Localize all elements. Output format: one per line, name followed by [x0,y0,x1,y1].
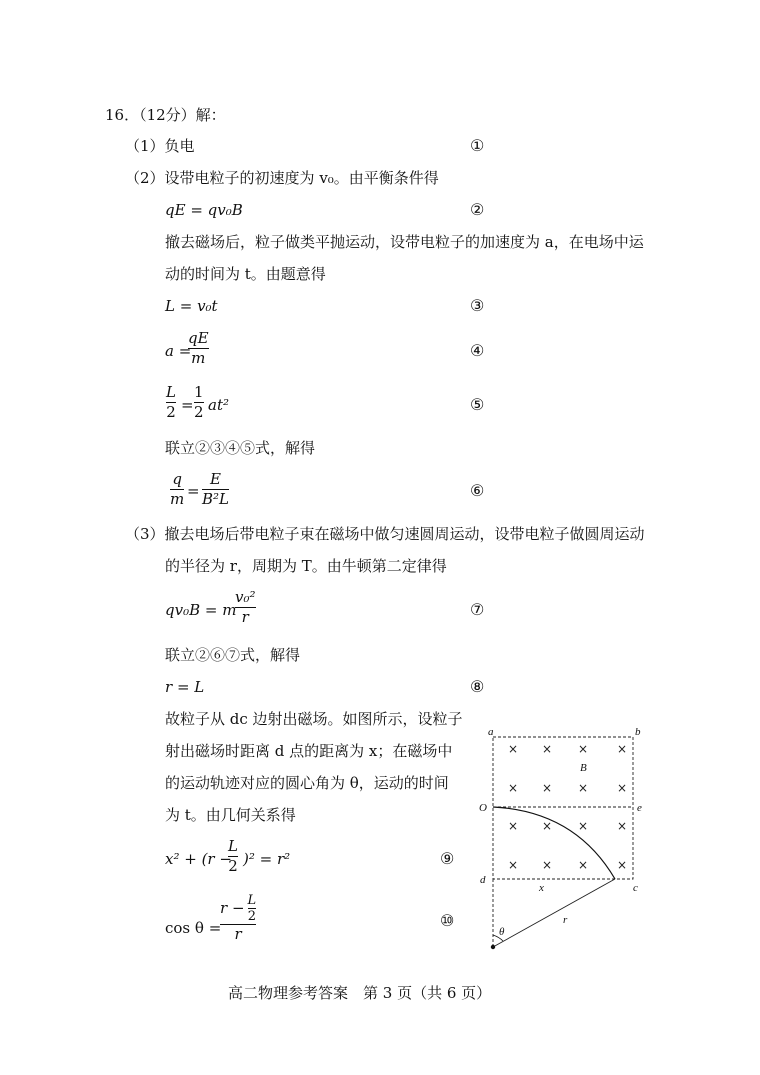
eq-number-4: ④ [470,341,485,360]
eq10-numerator [220,893,256,924]
field-mark: × [542,742,553,756]
field-mark: × [578,858,589,872]
field-mark: × [578,819,589,833]
eq-number-9: ⑨ [440,849,455,868]
equation-9-part-b: )² = r² [243,850,291,868]
eq-number-3: ③ [470,296,485,315]
eq5-right-denominator: 2 [194,403,204,421]
field-mark: × [508,742,519,756]
field-mark: × [542,781,553,795]
radius-to-exit [493,879,615,947]
eq10-inner-fraction [248,893,257,924]
equation-5-left-fraction [166,383,176,422]
eq6-right-denominator: B²L [202,490,229,508]
label-r: r [563,914,568,926]
eq-number-6: ⑥ [470,481,485,500]
eq6-left-denominator: m [170,490,185,508]
label-b: b [635,726,641,738]
eq-number-1: ① [470,136,485,155]
part3-text-line2: 的半径为 r，周期为 T。由牛顿第二定律得 [165,557,447,575]
field-mark: × [542,858,553,872]
center-point [491,945,495,949]
eq-number-5: ⑤ [470,395,485,414]
label-c: c [633,882,638,894]
field-mark: × [578,742,589,756]
label-d: d [480,874,486,886]
eq4-numerator: qE [188,329,209,347]
part3-text-line6: 的运动轨迹对应的圆心角为 θ，运动的时间 [165,774,449,792]
eq-number-7: ⑦ [470,600,485,619]
eq-number-2: ② [470,200,485,219]
eq-number-8: ⑧ [470,677,485,696]
field-mark: × [578,781,589,795]
eq9-numerator: L [228,837,238,855]
eq7-denominator: r [241,608,249,626]
problem-header: 16．（12分）解： [105,106,226,124]
field-mark: × [542,819,553,833]
equation-10-lhs: cos θ = [165,919,222,937]
equation-6-left-fraction [170,470,184,509]
eq10-denominator: r [234,925,242,943]
label-x: x [539,882,544,894]
part3-text-line3: 联立②⑥⑦式，解得 [165,646,301,664]
equation-3: L = v₀t [165,297,218,315]
label-a: a [488,726,494,738]
part2-text-line3: 联立②③④⑤式，解得 [165,439,316,457]
equation-10-fraction [220,893,256,944]
eq5-right-numerator: 1 [194,383,204,401]
part2-text-line2: 动的时间为 t。由题意得 [165,265,326,283]
equation-2: qE = qv₀B [165,201,243,219]
equation-5-equals: = [181,396,194,414]
equation-7-fraction [235,588,256,627]
part2-text-line1: 撤去磁场后，粒子做类平抛运动，设带电粒子的加速度为 a，在电场中运 [165,233,644,251]
field-mark: × [617,858,628,872]
equation-5-right-fraction [194,383,204,422]
label-O: O [479,802,487,814]
equation-6-right-fraction [202,470,229,509]
field-mark: × [617,819,628,833]
part3-text-line5: 射出磁场时距离 d 点的距离为 x；在磁场中 [165,742,453,760]
part3-text-line4: 故粒子从 dc 边射出磁场。如图所示，设粒子 [165,710,463,728]
field-mark: × [508,858,519,872]
equation-4-fraction [188,329,209,368]
equation-5-tail: at² [208,396,229,414]
field-mark: × [508,781,519,795]
label-B: B [580,762,587,774]
page-footer: 高二物理参考答案 第 3 页（共 6 页） [228,984,492,1002]
part1-answer: （1）负电 [125,137,195,155]
part3-text-line7: 为 t。由几何关系得 [165,806,296,824]
eq6-right-numerator: E [210,470,221,488]
part2-intro: （2）设带电粒子的初速度为 v₀。由平衡条件得 [125,169,439,187]
equation-8: r = L [165,678,205,696]
label-e: e [637,802,642,814]
eq4-denominator: m [191,349,206,367]
field-mark: × [617,781,628,795]
eq5-left-denominator: 2 [166,403,176,421]
eq9-denominator: 2 [228,857,238,875]
eq-number-10: ⑩ [440,911,455,930]
eq10-numerator-text: r − [220,899,245,917]
eq6-left-numerator: q [172,470,182,488]
eq7-numerator: v₀² [235,588,256,606]
eq10-inner-numerator: L [247,893,257,908]
field-mark: × [508,819,519,833]
part3-text-line1: （3）撤去电场后带电粒子束在磁场中做匀速圆周运动，设带电粒子做圆周运动 [125,525,645,543]
equation-7-lhs: qv₀B = m [165,601,237,619]
eq5-left-numerator: L [166,383,176,401]
equation-6-equals: = [187,482,200,500]
eq10-inner-denominator: 2 [247,909,256,924]
equation-4-lhs: a = [165,342,192,360]
equation-9-fraction [228,837,238,876]
magnetic-field-figure [475,725,655,955]
equation-9-part-a: x² + (r − [165,850,232,868]
label-theta: θ [499,926,505,938]
field-mark: × [617,742,628,756]
